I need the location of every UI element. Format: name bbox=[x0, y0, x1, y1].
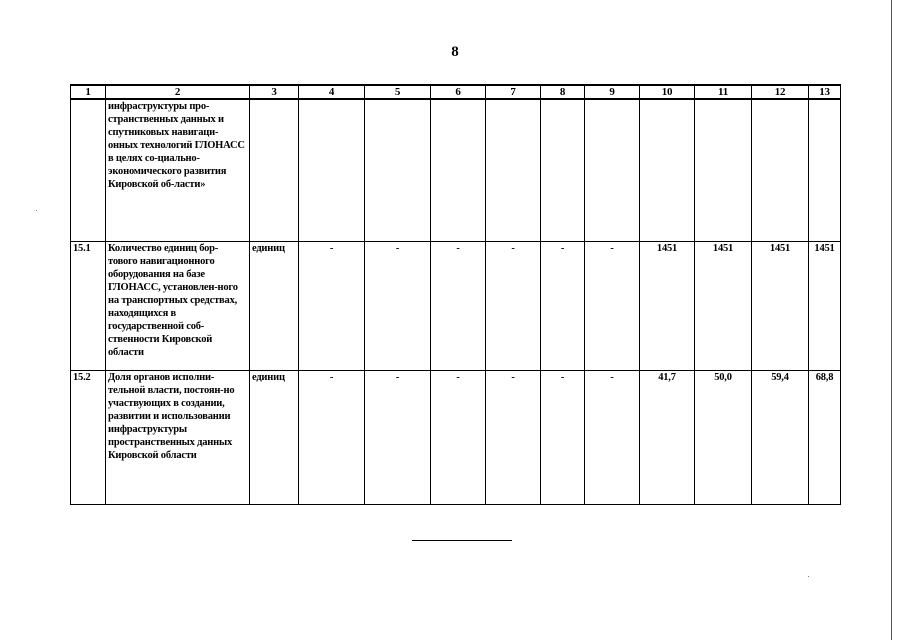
indicator-name: Количество единиц бор-тового навигационного оборудования на базе ГЛОНАСС, установлен-ного на транспортных средствах, находящихся в государственной соб-ственности Кировской области bbox=[106, 242, 250, 371]
unit-cell bbox=[250, 99, 299, 242]
indicator-table bbox=[70, 84, 841, 505]
header-cell: 5 bbox=[365, 85, 431, 99]
page-number: 8 bbox=[451, 44, 459, 60]
header-cell: 6 bbox=[431, 85, 486, 99]
value-cell: - bbox=[299, 242, 365, 371]
row-number: 15.1 bbox=[71, 242, 106, 371]
value-cell: 50,0 bbox=[695, 371, 752, 505]
value-cell: - bbox=[431, 371, 486, 505]
value-cell bbox=[541, 99, 585, 242]
value-cell: 68,8 bbox=[809, 371, 841, 505]
footnote-rule bbox=[412, 540, 512, 541]
value-cell bbox=[299, 99, 365, 242]
value-cell: 1451 bbox=[809, 242, 841, 371]
value-cell: - bbox=[431, 242, 486, 371]
header-cell: 13 bbox=[809, 85, 841, 99]
scan-speck bbox=[808, 576, 809, 577]
header-cell: 9 bbox=[585, 85, 640, 99]
value-cell bbox=[486, 99, 541, 242]
value-cell: - bbox=[365, 371, 431, 505]
value-cell bbox=[640, 99, 695, 242]
value-cell bbox=[809, 99, 841, 242]
value-cell: 1451 bbox=[752, 242, 809, 371]
value-cell bbox=[431, 99, 486, 242]
unit-cell: единиц bbox=[250, 371, 299, 505]
value-cell: - bbox=[585, 242, 640, 371]
row-number bbox=[71, 99, 106, 242]
header-cell: 12 bbox=[752, 85, 809, 99]
value-cell bbox=[365, 99, 431, 242]
row-number: 15.2 bbox=[71, 371, 106, 505]
table-row bbox=[71, 371, 841, 505]
header-cell: 11 bbox=[695, 85, 752, 99]
value-cell bbox=[695, 99, 752, 242]
header-cell: 2 bbox=[106, 85, 250, 99]
scan-edge-line bbox=[891, 0, 892, 640]
value-cell: - bbox=[365, 242, 431, 371]
indicator-name: инфраструктуры про-странственных данных и спутниковых навигаци-онных технологий ГЛОНАСС в целях со-циально-экономического развития Кировской об-ласти» bbox=[106, 99, 250, 242]
value-cell: - bbox=[541, 242, 585, 371]
value-cell: - bbox=[486, 242, 541, 371]
header-cell: 7 bbox=[486, 85, 541, 99]
table-row bbox=[71, 99, 841, 242]
unit-cell: единиц bbox=[250, 242, 299, 371]
value-cell: - bbox=[585, 371, 640, 505]
indicator-name: Доля органов исполни-тельной власти, постоян-но участвующих в создании, развитии и использовании инфраструктуры пространственных данных Кировской области bbox=[106, 371, 250, 505]
header-cell: 1 bbox=[71, 85, 106, 99]
value-cell: 59,4 bbox=[752, 371, 809, 505]
value-cell bbox=[752, 99, 809, 242]
header-cell: 8 bbox=[541, 85, 585, 99]
header-cell: 4 bbox=[299, 85, 365, 99]
value-cell: - bbox=[541, 371, 585, 505]
table-header-row bbox=[71, 85, 841, 99]
value-cell: 1451 bbox=[695, 242, 752, 371]
value-cell bbox=[585, 99, 640, 242]
scan-speck bbox=[36, 210, 37, 211]
value-cell: 41,7 bbox=[640, 371, 695, 505]
header-cell: 10 bbox=[640, 85, 695, 99]
header-cell: 3 bbox=[250, 85, 299, 99]
value-cell: - bbox=[486, 371, 541, 505]
table-row bbox=[71, 242, 841, 371]
value-cell: - bbox=[299, 371, 365, 505]
value-cell: 1451 bbox=[640, 242, 695, 371]
